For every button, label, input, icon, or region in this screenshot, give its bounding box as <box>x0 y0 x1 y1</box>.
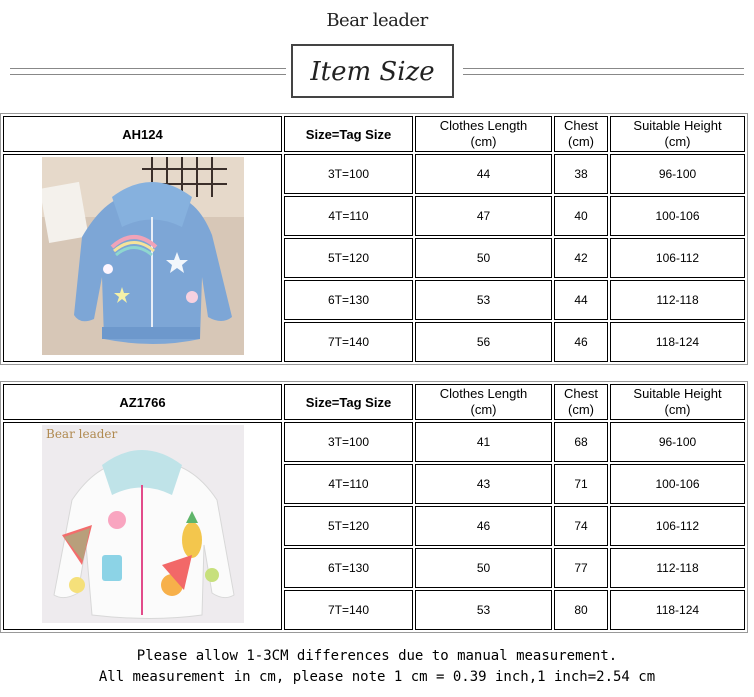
size-cell: 6T=130 <box>284 280 413 320</box>
col-header-length: Clothes Length (cm) <box>415 384 552 420</box>
size-cell: 7T=140 <box>284 590 413 630</box>
height-cell: 118-124 <box>610 322 745 362</box>
length-cell: 56 <box>415 322 552 362</box>
footer-note-tolerance: Please allow 1-3CM differences due to manual measurement. <box>136 648 618 664</box>
length-cell: 53 <box>415 590 552 630</box>
length-cell: 46 <box>415 506 552 546</box>
chest-cell: 80 <box>554 590 608 630</box>
length-cell: 50 <box>415 238 552 278</box>
height-cell: 100-106 <box>610 196 745 236</box>
length-cell: 41 <box>415 422 552 462</box>
chest-cell: 46 <box>554 322 608 362</box>
chest-cell: 42 <box>554 238 608 278</box>
col-header-chest: Chest (cm) <box>554 384 608 420</box>
size-cell: 5T=120 <box>284 238 413 278</box>
length-cell: 50 <box>415 548 552 588</box>
size-cell: 5T=120 <box>284 506 413 546</box>
col-header-height: Suitable Height (cm) <box>610 384 745 420</box>
chest-cell: 38 <box>554 154 608 194</box>
height-cell: 112-118 <box>610 280 745 320</box>
title-rule-left <box>10 68 286 75</box>
height-cell: 96-100 <box>610 422 745 462</box>
chest-cell: 71 <box>554 464 608 504</box>
chest-cell: 77 <box>554 548 608 588</box>
length-cell: 47 <box>415 196 552 236</box>
col-header-size: Size=Tag Size <box>284 384 413 420</box>
size-cell: 6T=130 <box>284 548 413 588</box>
height-cell: 112-118 <box>610 548 745 588</box>
footer-note-units: All measurement in cm, please note 1 cm = 0.39 inch,1 inch=2.54 cm <box>98 669 656 685</box>
product-photo-blue-jacket <box>42 157 244 355</box>
chest-cell: 68 <box>554 422 608 462</box>
height-cell: 96-100 <box>610 154 745 194</box>
length-cell: 53 <box>415 280 552 320</box>
photo-brand-watermark: Bear leader <box>46 427 118 441</box>
size-cell: 7T=140 <box>284 322 413 362</box>
page-title: Item Size <box>291 44 454 98</box>
chest-cell: 74 <box>554 506 608 546</box>
height-cell: 118-124 <box>610 590 745 630</box>
product-code: AZ1766 <box>3 384 282 420</box>
height-cell: 106-112 <box>610 506 745 546</box>
product-photo-cell <box>3 422 282 630</box>
height-cell: 100-106 <box>610 464 745 504</box>
chest-cell: 44 <box>554 280 608 320</box>
col-header-size: Size=Tag Size <box>284 116 413 152</box>
height-cell: 106-112 <box>610 238 745 278</box>
brand-logo: Bear leader <box>326 10 428 31</box>
col-header-chest: Chest (cm) <box>554 116 608 152</box>
product-photo-fruit-jacket <box>42 425 244 623</box>
length-cell: 44 <box>415 154 552 194</box>
col-header-height: Suitable Height (cm) <box>610 116 745 152</box>
chest-cell: 40 <box>554 196 608 236</box>
title-rule-right <box>463 68 744 75</box>
col-header-length: Clothes Length (cm) <box>415 116 552 152</box>
size-cell: 3T=100 <box>284 422 413 462</box>
size-table-az1766 <box>0 381 748 633</box>
product-photo-cell <box>3 154 282 362</box>
size-cell: 4T=110 <box>284 196 413 236</box>
length-cell: 43 <box>415 464 552 504</box>
size-table-ah124 <box>0 113 748 365</box>
product-code: AH124 <box>3 116 282 152</box>
size-cell: 3T=100 <box>284 154 413 194</box>
size-cell: 4T=110 <box>284 464 413 504</box>
